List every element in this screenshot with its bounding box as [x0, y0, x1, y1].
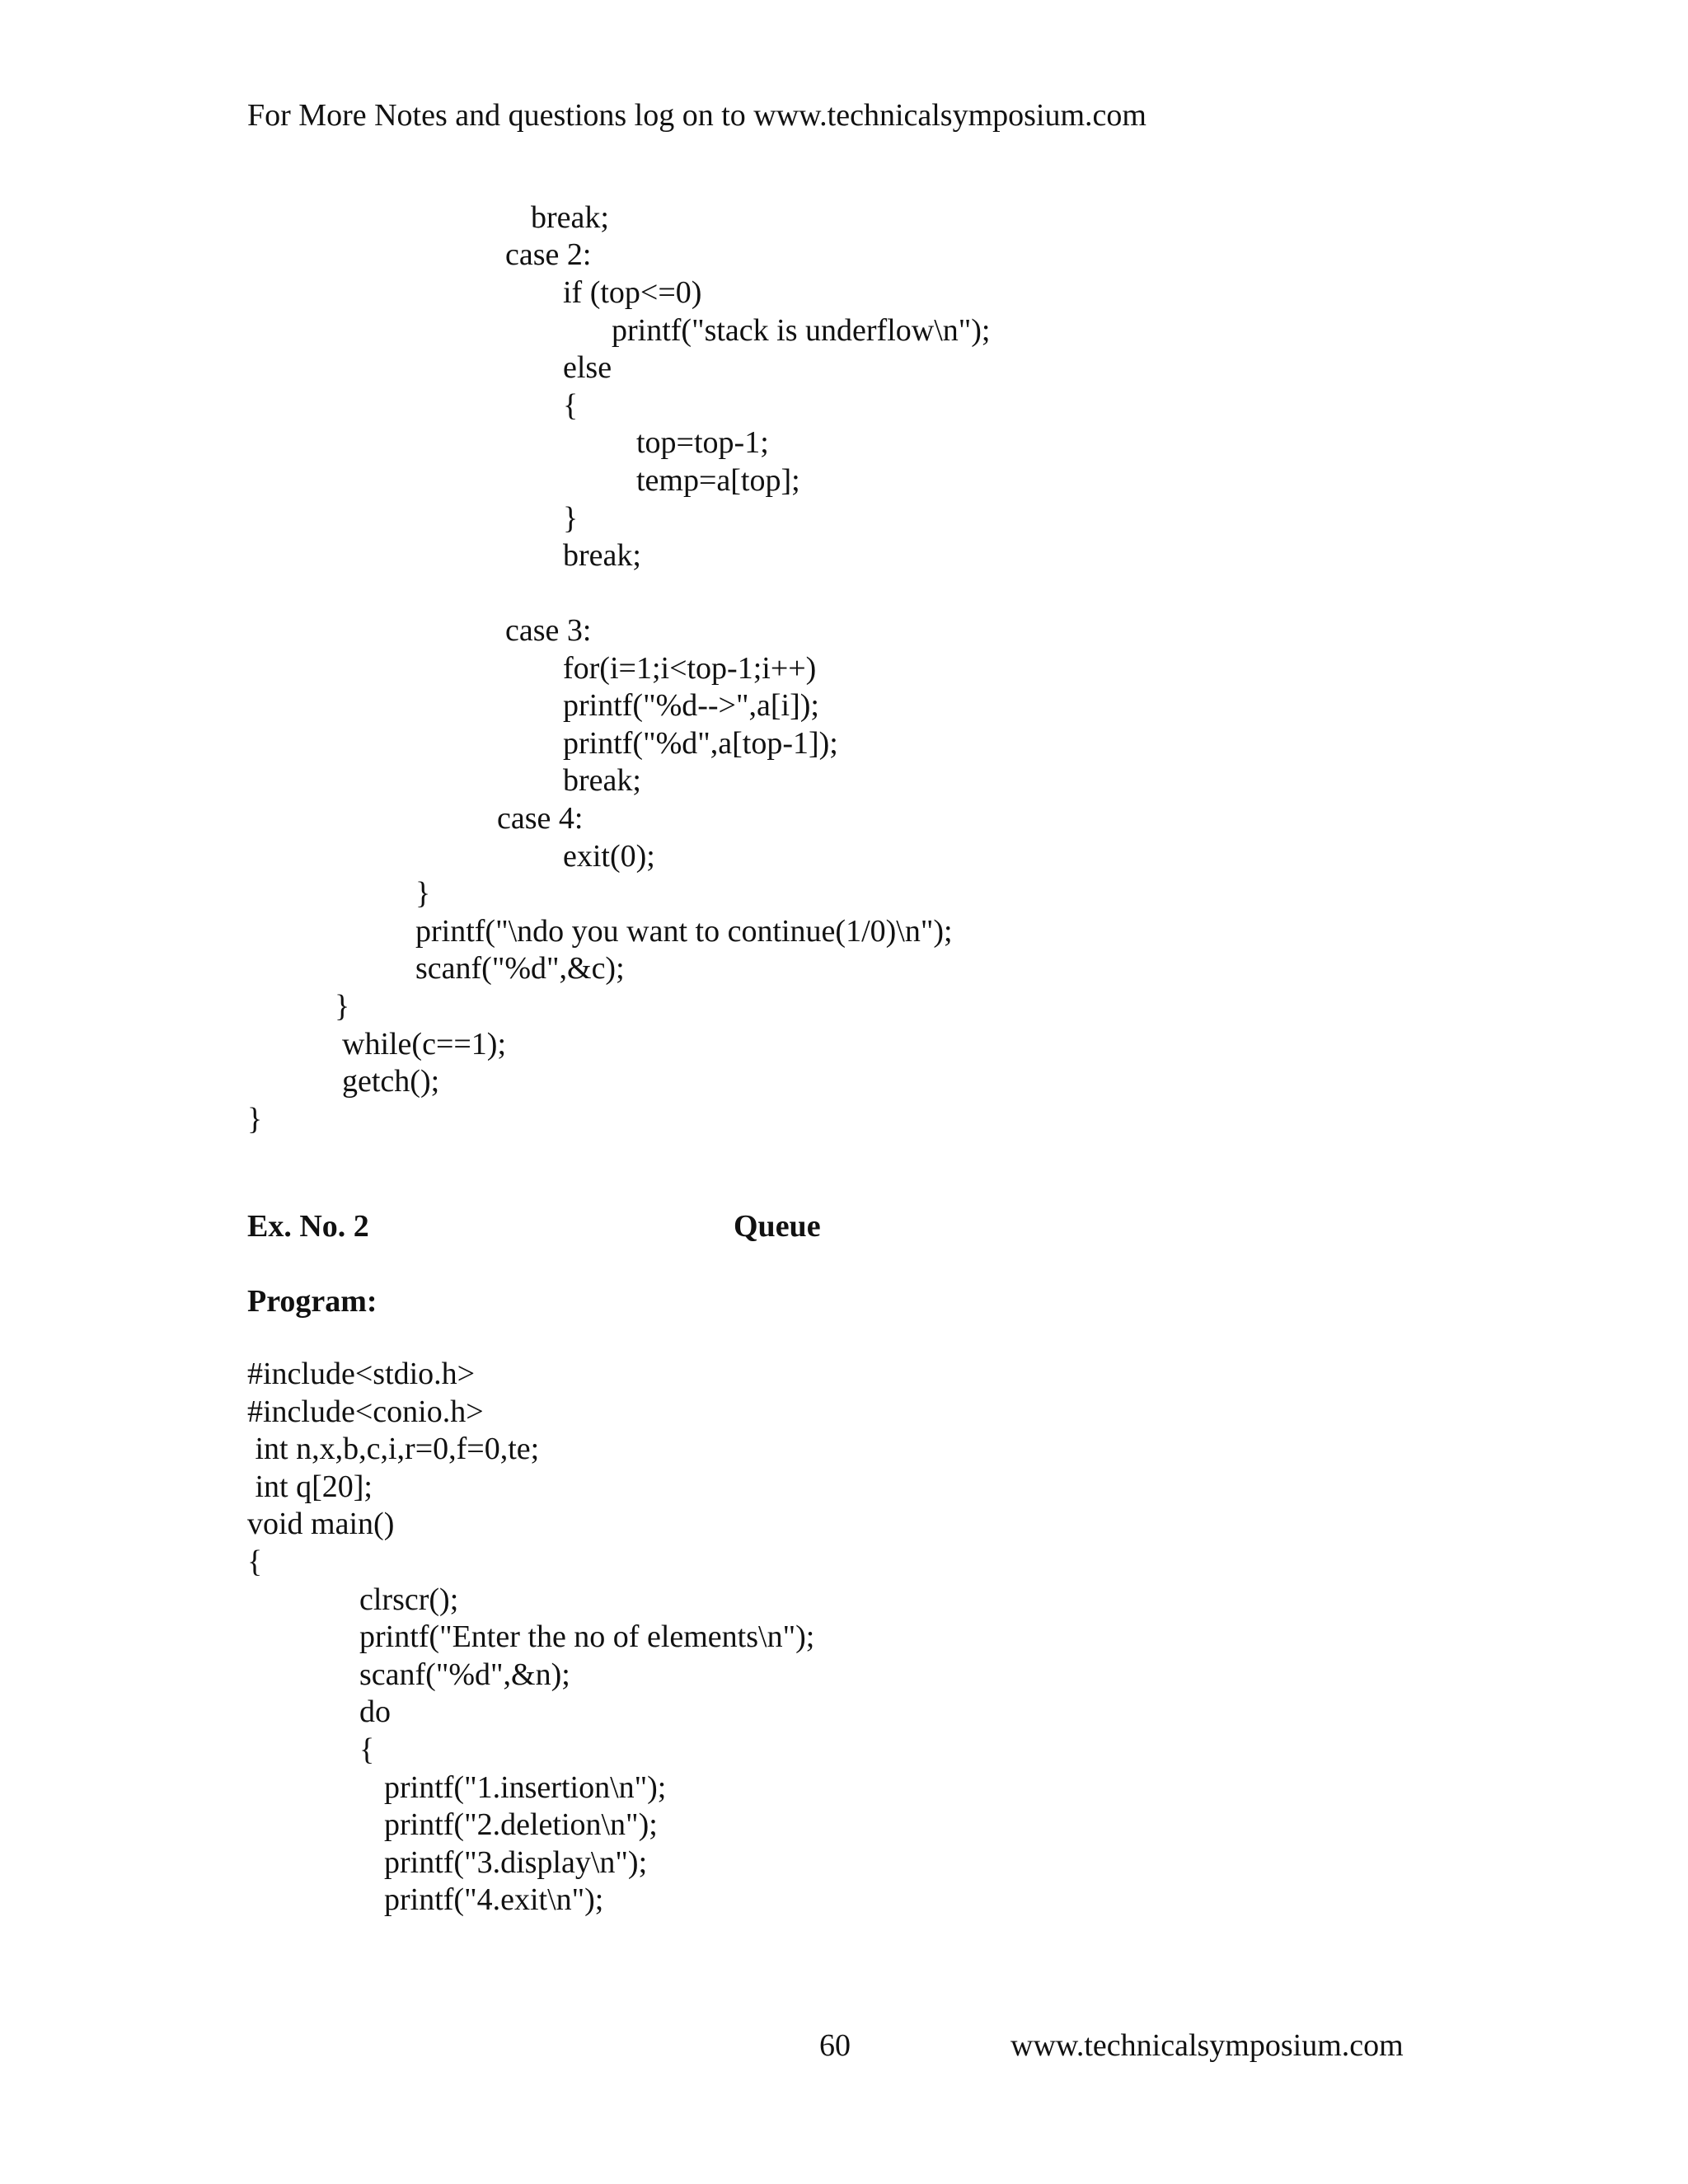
code-line: top=top-1;: [636, 425, 769, 460]
code-line: case 2:: [505, 237, 592, 272]
code-line: }: [563, 501, 579, 536]
code-line: else: [563, 350, 612, 385]
code-line: case 4:: [497, 801, 584, 836]
code-line: printf("1.insertion\n");: [384, 1770, 667, 1805]
code-line: printf("%d",a[top-1]);: [563, 726, 838, 761]
program-label: Program:: [247, 1284, 377, 1319]
exercise-number: Ex. No. 2: [247, 1209, 369, 1244]
code-line: #include<conio.h>: [247, 1394, 484, 1429]
code-line: while(c==1);: [342, 1027, 507, 1062]
code-line: clrscr();: [359, 1582, 459, 1617]
code-line: {: [247, 1544, 263, 1579]
code-line: scanf("%d",&c);: [415, 951, 625, 986]
footer-site-text: www.technicalsymposium.com: [1010, 2028, 1404, 2063]
code-line: printf("stack is underflow\n");: [612, 313, 991, 348]
code-line: printf("3.display\n");: [384, 1845, 648, 1880]
code-line: break;: [563, 538, 641, 573]
code-line: do: [359, 1694, 391, 1729]
code-line: }: [335, 989, 350, 1024]
code-line: void main(): [247, 1507, 395, 1541]
code-line: scanf("%d",&n);: [359, 1657, 570, 1692]
code-line: int n,x,b,c,i,r=0,f=0,te;: [247, 1432, 540, 1466]
code-line: printf("\ndo you want to continue(1/0)\n");: [415, 914, 953, 949]
code-line: if (top<=0): [563, 275, 702, 310]
code-line: exit(0);: [563, 839, 655, 874]
code-line: printf("4.exit\n");: [384, 1882, 604, 1917]
code-line: }: [415, 876, 431, 911]
code-line: printf("2.deletion\n");: [384, 1807, 658, 1842]
code-line: case 3:: [505, 613, 592, 648]
code-line: {: [563, 388, 579, 423]
page-number: 60: [819, 2028, 851, 2063]
page-header-text: For More Notes and questions log on to www.technicalsymposium.com: [247, 98, 1146, 133]
code-line: printf("%d-->",a[i]);: [563, 688, 819, 723]
code-line: #include<stdio.h>: [247, 1357, 476, 1391]
code-line: for(i=1;i<top-1;i++): [563, 651, 817, 686]
code-line: {: [359, 1732, 375, 1767]
code-line: getch();: [342, 1064, 440, 1099]
code-line: int q[20];: [247, 1469, 373, 1504]
code-line: printf("Enter the no of elements\n");: [359, 1619, 815, 1654]
code-line: temp=a[top];: [636, 463, 800, 498]
code-line: }: [247, 1102, 263, 1137]
code-line: break;: [563, 763, 641, 798]
section-title: Queue: [734, 1209, 821, 1244]
code-line: break;: [531, 200, 609, 235]
